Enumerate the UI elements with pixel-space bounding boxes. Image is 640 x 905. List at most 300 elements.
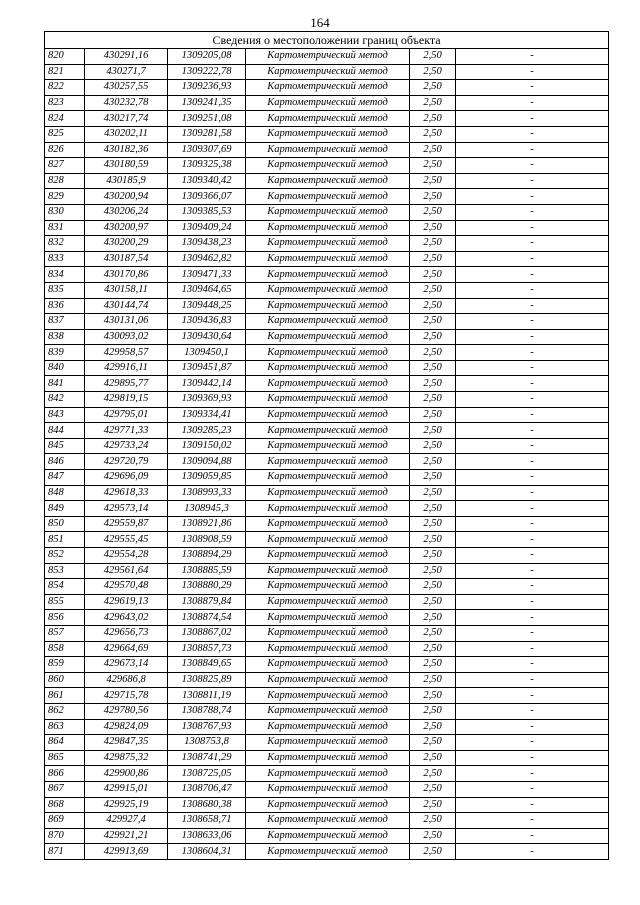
point-number-cell: 867 xyxy=(45,781,85,797)
accuracy-cell: 2,50 xyxy=(410,360,456,376)
table-row xyxy=(45,329,609,345)
table-row xyxy=(45,625,609,641)
method-cell: Картометрический метод xyxy=(246,703,410,719)
point-number-cell: 835 xyxy=(45,282,85,298)
accuracy-cell: 2,50 xyxy=(410,579,456,595)
accuracy-cell: 2,50 xyxy=(410,220,456,236)
table-row xyxy=(45,610,609,626)
y-coordinate-cell: 1309251,08 xyxy=(168,111,246,127)
y-coordinate-cell: 1308767,93 xyxy=(168,719,246,735)
x-coordinate-cell: 429656,73 xyxy=(85,625,168,641)
accuracy-cell: 2,50 xyxy=(410,142,456,158)
description-cell: - xyxy=(456,485,609,501)
point-number-cell: 832 xyxy=(45,236,85,252)
table-row xyxy=(45,516,609,532)
x-coordinate-cell: 429619,13 xyxy=(85,594,168,610)
x-coordinate-cell: 429771,33 xyxy=(85,423,168,439)
method-cell: Картометрический метод xyxy=(246,579,410,595)
x-coordinate-cell: 430200,97 xyxy=(85,220,168,236)
description-cell: - xyxy=(456,360,609,376)
x-coordinate-cell: 429673,14 xyxy=(85,657,168,673)
y-coordinate-cell: 1308811,19 xyxy=(168,688,246,704)
method-cell: Картометрический метод xyxy=(246,828,410,844)
y-coordinate-cell: 1309369,93 xyxy=(168,392,246,408)
table-row xyxy=(45,360,609,376)
y-coordinate-cell: 1308706,47 xyxy=(168,781,246,797)
table-row xyxy=(45,501,609,517)
point-number-cell: 857 xyxy=(45,625,85,641)
x-coordinate-cell: 429819,15 xyxy=(85,392,168,408)
method-cell: Картометрический метод xyxy=(246,251,410,267)
point-number-cell: 841 xyxy=(45,376,85,392)
x-coordinate-cell: 430185,9 xyxy=(85,173,168,189)
point-number-cell: 844 xyxy=(45,423,85,439)
method-cell: Картометрический метод xyxy=(246,423,410,439)
table-row xyxy=(45,189,609,205)
description-cell: - xyxy=(456,766,609,782)
y-coordinate-cell: 1309334,41 xyxy=(168,407,246,423)
description-cell: - xyxy=(456,392,609,408)
x-coordinate-cell: 429643,02 xyxy=(85,610,168,626)
description-cell: - xyxy=(456,407,609,423)
x-coordinate-cell: 429720,79 xyxy=(85,454,168,470)
accuracy-cell: 2,50 xyxy=(410,282,456,298)
method-cell: Картометрический метод xyxy=(246,641,410,657)
table-row xyxy=(45,220,609,236)
x-coordinate-cell: 429686,8 xyxy=(85,672,168,688)
x-coordinate-cell: 430144,74 xyxy=(85,298,168,314)
method-cell: Картометрический метод xyxy=(246,314,410,330)
x-coordinate-cell: 429559,87 xyxy=(85,516,168,532)
point-number-cell: 826 xyxy=(45,142,85,158)
x-coordinate-cell: 429913,69 xyxy=(85,844,168,860)
x-coordinate-cell: 429733,24 xyxy=(85,438,168,454)
point-number-cell: 861 xyxy=(45,688,85,704)
point-number-cell: 864 xyxy=(45,735,85,751)
table-row xyxy=(45,579,609,595)
point-number-cell: 833 xyxy=(45,251,85,267)
table-row xyxy=(45,95,609,111)
point-number-cell: 830 xyxy=(45,204,85,220)
description-cell: - xyxy=(456,251,609,267)
method-cell: Картометрический метод xyxy=(246,485,410,501)
point-number-cell: 824 xyxy=(45,111,85,127)
description-cell: - xyxy=(456,516,609,532)
y-coordinate-cell: 1309450,1 xyxy=(168,345,246,361)
y-coordinate-cell: 1309307,69 xyxy=(168,142,246,158)
accuracy-cell: 2,50 xyxy=(410,719,456,735)
method-cell: Картометрический метод xyxy=(246,376,410,392)
x-coordinate-cell: 430202,11 xyxy=(85,126,168,142)
y-coordinate-cell: 1309471,33 xyxy=(168,267,246,283)
accuracy-cell: 2,50 xyxy=(410,641,456,657)
description-cell: - xyxy=(456,625,609,641)
y-coordinate-cell: 1309438,23 xyxy=(168,236,246,252)
description-cell: - xyxy=(456,844,609,860)
point-number-cell: 837 xyxy=(45,314,85,330)
description-cell: - xyxy=(456,64,609,80)
accuracy-cell: 2,50 xyxy=(410,610,456,626)
table-row xyxy=(45,594,609,610)
x-coordinate-cell: 429573,14 xyxy=(85,501,168,517)
y-coordinate-cell: 1308849,65 xyxy=(168,657,246,673)
method-cell: Картометрический метод xyxy=(246,298,410,314)
point-number-cell: 840 xyxy=(45,360,85,376)
y-coordinate-cell: 1309442,14 xyxy=(168,376,246,392)
method-cell: Картометрический метод xyxy=(246,735,410,751)
point-number-cell: 850 xyxy=(45,516,85,532)
point-number-cell: 855 xyxy=(45,594,85,610)
y-coordinate-cell: 1309462,82 xyxy=(168,251,246,267)
y-coordinate-cell: 1309340,42 xyxy=(168,173,246,189)
y-coordinate-cell: 1309436,83 xyxy=(168,314,246,330)
accuracy-cell: 2,50 xyxy=(410,501,456,517)
x-coordinate-cell: 429664,69 xyxy=(85,641,168,657)
y-coordinate-cell: 1309059,85 xyxy=(168,470,246,486)
description-cell: - xyxy=(456,594,609,610)
accuracy-cell: 2,50 xyxy=(410,64,456,80)
table-row xyxy=(45,298,609,314)
description-cell: - xyxy=(456,657,609,673)
x-coordinate-cell: 429570,48 xyxy=(85,579,168,595)
table-row xyxy=(45,781,609,797)
description-cell: - xyxy=(456,828,609,844)
method-cell: Картометрический метод xyxy=(246,329,410,345)
accuracy-cell: 2,50 xyxy=(410,688,456,704)
accuracy-cell: 2,50 xyxy=(410,828,456,844)
accuracy-cell: 2,50 xyxy=(410,236,456,252)
table-row xyxy=(45,703,609,719)
y-coordinate-cell: 1308741,29 xyxy=(168,750,246,766)
accuracy-cell: 2,50 xyxy=(410,532,456,548)
table-row xyxy=(45,485,609,501)
description-cell: - xyxy=(456,813,609,829)
point-number-cell: 845 xyxy=(45,438,85,454)
accuracy-cell: 2,50 xyxy=(410,844,456,860)
description-cell: - xyxy=(456,142,609,158)
table-row xyxy=(45,438,609,454)
accuracy-cell: 2,50 xyxy=(410,594,456,610)
table-row xyxy=(45,142,609,158)
point-number-cell: 868 xyxy=(45,797,85,813)
method-cell: Картометрический метод xyxy=(246,516,410,532)
method-cell: Картометрический метод xyxy=(246,360,410,376)
x-coordinate-cell: 429696,09 xyxy=(85,470,168,486)
description-cell: - xyxy=(456,703,609,719)
x-coordinate-cell: 429921,21 xyxy=(85,828,168,844)
method-cell: Картометрический метод xyxy=(246,173,410,189)
point-number-cell: 856 xyxy=(45,610,85,626)
description-cell: - xyxy=(456,298,609,314)
method-cell: Картометрический метод xyxy=(246,657,410,673)
x-coordinate-cell: 430187,54 xyxy=(85,251,168,267)
point-number-cell: 869 xyxy=(45,813,85,829)
y-coordinate-cell: 1308680,38 xyxy=(168,797,246,813)
table-row xyxy=(45,797,609,813)
y-coordinate-cell: 1308788,74 xyxy=(168,703,246,719)
table-row xyxy=(45,236,609,252)
accuracy-cell: 2,50 xyxy=(410,49,456,65)
description-cell: - xyxy=(456,173,609,189)
table-row xyxy=(45,49,609,65)
table-row xyxy=(45,750,609,766)
description-cell: - xyxy=(456,158,609,174)
accuracy-cell: 2,50 xyxy=(410,80,456,96)
point-number-cell: 870 xyxy=(45,828,85,844)
description-cell: - xyxy=(456,49,609,65)
x-coordinate-cell: 430093,02 xyxy=(85,329,168,345)
x-coordinate-cell: 430182,36 xyxy=(85,142,168,158)
table-row xyxy=(45,392,609,408)
description-cell: - xyxy=(456,95,609,111)
description-cell: - xyxy=(456,797,609,813)
x-coordinate-cell: 429900,86 xyxy=(85,766,168,782)
y-coordinate-cell: 1309451,87 xyxy=(168,360,246,376)
y-coordinate-cell: 1309205,08 xyxy=(168,49,246,65)
y-coordinate-cell: 1308857,73 xyxy=(168,641,246,657)
method-cell: Картометрический метод xyxy=(246,750,410,766)
boundary-coordinates-table xyxy=(44,31,609,860)
x-coordinate-cell: 429925,19 xyxy=(85,797,168,813)
accuracy-cell: 2,50 xyxy=(410,95,456,111)
point-number-cell: 822 xyxy=(45,80,85,96)
table-row xyxy=(45,719,609,735)
accuracy-cell: 2,50 xyxy=(410,189,456,205)
table-row xyxy=(45,64,609,80)
point-number-cell: 839 xyxy=(45,345,85,361)
description-cell: - xyxy=(456,563,609,579)
y-coordinate-cell: 1309448,25 xyxy=(168,298,246,314)
x-coordinate-cell: 429927,4 xyxy=(85,813,168,829)
x-coordinate-cell: 429561,64 xyxy=(85,563,168,579)
table-row xyxy=(45,314,609,330)
description-cell: - xyxy=(456,126,609,142)
point-number-cell: 827 xyxy=(45,158,85,174)
y-coordinate-cell: 1309094,88 xyxy=(168,454,246,470)
y-coordinate-cell: 1308725,05 xyxy=(168,766,246,782)
method-cell: Картометрический метод xyxy=(246,813,410,829)
method-cell: Картометрический метод xyxy=(246,532,410,548)
point-number-cell: 843 xyxy=(45,407,85,423)
table-row xyxy=(45,251,609,267)
accuracy-cell: 2,50 xyxy=(410,423,456,439)
method-cell: Картометрический метод xyxy=(246,158,410,174)
method-cell: Картометрический метод xyxy=(246,563,410,579)
method-cell: Картометрический метод xyxy=(246,501,410,517)
y-coordinate-cell: 1309222,78 xyxy=(168,64,246,80)
table-row xyxy=(45,282,609,298)
table-row xyxy=(45,345,609,361)
y-coordinate-cell: 1309464,65 xyxy=(168,282,246,298)
table-row xyxy=(45,766,609,782)
method-cell: Картометрический метод xyxy=(246,844,410,860)
x-coordinate-cell: 429895,77 xyxy=(85,376,168,392)
method-cell: Картометрический метод xyxy=(246,220,410,236)
table-row xyxy=(45,204,609,220)
y-coordinate-cell: 1309385,53 xyxy=(168,204,246,220)
table-row xyxy=(45,532,609,548)
y-coordinate-cell: 1308879,84 xyxy=(168,594,246,610)
point-number-cell: 853 xyxy=(45,563,85,579)
description-cell: - xyxy=(456,376,609,392)
method-cell: Картометрический метод xyxy=(246,672,410,688)
description-cell: - xyxy=(456,236,609,252)
point-number-cell: 838 xyxy=(45,329,85,345)
point-number-cell: 865 xyxy=(45,750,85,766)
accuracy-cell: 2,50 xyxy=(410,766,456,782)
point-number-cell: 828 xyxy=(45,173,85,189)
x-coordinate-cell: 430206,24 xyxy=(85,204,168,220)
accuracy-cell: 2,50 xyxy=(410,485,456,501)
x-coordinate-cell: 430257,55 xyxy=(85,80,168,96)
point-number-cell: 863 xyxy=(45,719,85,735)
x-coordinate-cell: 429847,35 xyxy=(85,735,168,751)
table-row xyxy=(45,111,609,127)
accuracy-cell: 2,50 xyxy=(410,158,456,174)
table-row xyxy=(45,454,609,470)
accuracy-cell: 2,50 xyxy=(410,314,456,330)
y-coordinate-cell: 1309236,93 xyxy=(168,80,246,96)
table-row xyxy=(45,407,609,423)
x-coordinate-cell: 430180,59 xyxy=(85,158,168,174)
accuracy-cell: 2,50 xyxy=(410,813,456,829)
accuracy-cell: 2,50 xyxy=(410,703,456,719)
table-row xyxy=(45,813,609,829)
point-number-cell: 851 xyxy=(45,532,85,548)
point-number-cell: 823 xyxy=(45,95,85,111)
point-number-cell: 821 xyxy=(45,64,85,80)
table-row xyxy=(45,470,609,486)
point-number-cell: 852 xyxy=(45,548,85,564)
method-cell: Картометрический метод xyxy=(246,80,410,96)
point-number-cell: 831 xyxy=(45,220,85,236)
accuracy-cell: 2,50 xyxy=(410,438,456,454)
description-cell: - xyxy=(456,111,609,127)
point-number-cell: 820 xyxy=(45,49,85,65)
accuracy-cell: 2,50 xyxy=(410,672,456,688)
y-coordinate-cell: 1308894,29 xyxy=(168,548,246,564)
y-coordinate-cell: 1309150,02 xyxy=(168,438,246,454)
method-cell: Картометрический метод xyxy=(246,407,410,423)
table-title: Сведения о местоположении границ объекта xyxy=(45,32,609,49)
method-cell: Картометрический метод xyxy=(246,49,410,65)
table-row xyxy=(45,641,609,657)
x-coordinate-cell: 429715,78 xyxy=(85,688,168,704)
method-cell: Картометрический метод xyxy=(246,470,410,486)
y-coordinate-cell: 1308753,8 xyxy=(168,735,246,751)
x-coordinate-cell: 429824,09 xyxy=(85,719,168,735)
accuracy-cell: 2,50 xyxy=(410,563,456,579)
accuracy-cell: 2,50 xyxy=(410,516,456,532)
y-coordinate-cell: 1308825,89 xyxy=(168,672,246,688)
accuracy-cell: 2,50 xyxy=(410,126,456,142)
method-cell: Картометрический метод xyxy=(246,236,410,252)
table-row xyxy=(45,828,609,844)
table-row xyxy=(45,688,609,704)
y-coordinate-cell: 1309325,38 xyxy=(168,158,246,174)
description-cell: - xyxy=(456,454,609,470)
method-cell: Картометрический метод xyxy=(246,548,410,564)
x-coordinate-cell: 430200,94 xyxy=(85,189,168,205)
accuracy-cell: 2,50 xyxy=(410,267,456,283)
method-cell: Картометрический метод xyxy=(246,438,410,454)
table-row xyxy=(45,657,609,673)
description-cell: - xyxy=(456,750,609,766)
x-coordinate-cell: 429915,01 xyxy=(85,781,168,797)
page-number: 164 xyxy=(310,15,330,30)
description-cell: - xyxy=(456,470,609,486)
description-cell: - xyxy=(456,688,609,704)
y-coordinate-cell: 1309430,64 xyxy=(168,329,246,345)
method-cell: Картометрический метод xyxy=(246,267,410,283)
point-number-cell: 834 xyxy=(45,267,85,283)
description-cell: - xyxy=(456,345,609,361)
x-coordinate-cell: 429618,33 xyxy=(85,485,168,501)
y-coordinate-cell: 1309281,58 xyxy=(168,126,246,142)
method-cell: Картометрический метод xyxy=(246,282,410,298)
point-number-cell: 862 xyxy=(45,703,85,719)
accuracy-cell: 2,50 xyxy=(410,204,456,220)
method-cell: Картометрический метод xyxy=(246,126,410,142)
x-coordinate-cell: 429958,57 xyxy=(85,345,168,361)
table-row xyxy=(45,173,609,189)
point-number-cell: 859 xyxy=(45,657,85,673)
accuracy-cell: 2,50 xyxy=(410,625,456,641)
accuracy-cell: 2,50 xyxy=(410,298,456,314)
table-title-row xyxy=(45,32,609,49)
method-cell: Картометрический метод xyxy=(246,797,410,813)
description-cell: - xyxy=(456,610,609,626)
description-cell: - xyxy=(456,781,609,797)
accuracy-cell: 2,50 xyxy=(410,781,456,797)
method-cell: Картометрический метод xyxy=(246,766,410,782)
description-cell: - xyxy=(456,220,609,236)
method-cell: Картометрический метод xyxy=(246,454,410,470)
accuracy-cell: 2,50 xyxy=(410,735,456,751)
description-cell: - xyxy=(456,641,609,657)
accuracy-cell: 2,50 xyxy=(410,376,456,392)
method-cell: Картометрический метод xyxy=(246,594,410,610)
point-number-cell: 842 xyxy=(45,392,85,408)
table-row xyxy=(45,80,609,96)
description-cell: - xyxy=(456,532,609,548)
y-coordinate-cell: 1308993,33 xyxy=(168,485,246,501)
description-cell: - xyxy=(456,267,609,283)
accuracy-cell: 2,50 xyxy=(410,407,456,423)
y-coordinate-cell: 1309366,07 xyxy=(168,189,246,205)
y-coordinate-cell: 1308921,86 xyxy=(168,516,246,532)
description-cell: - xyxy=(456,735,609,751)
description-cell: - xyxy=(456,579,609,595)
x-coordinate-cell: 429875,32 xyxy=(85,750,168,766)
method-cell: Картометрический метод xyxy=(246,189,410,205)
x-coordinate-cell: 430170,86 xyxy=(85,267,168,283)
point-number-cell: 847 xyxy=(45,470,85,486)
table-row xyxy=(45,376,609,392)
method-cell: Картометрический метод xyxy=(246,142,410,158)
point-number-cell: 829 xyxy=(45,189,85,205)
method-cell: Картометрический метод xyxy=(246,392,410,408)
method-cell: Картометрический метод xyxy=(246,111,410,127)
point-number-cell: 836 xyxy=(45,298,85,314)
x-coordinate-cell: 430200,29 xyxy=(85,236,168,252)
point-number-cell: 854 xyxy=(45,579,85,595)
description-cell: - xyxy=(456,548,609,564)
x-coordinate-cell: 429795,01 xyxy=(85,407,168,423)
description-cell: - xyxy=(456,719,609,735)
y-coordinate-cell: 1308945,3 xyxy=(168,501,246,517)
x-coordinate-cell: 430291,16 xyxy=(85,49,168,65)
